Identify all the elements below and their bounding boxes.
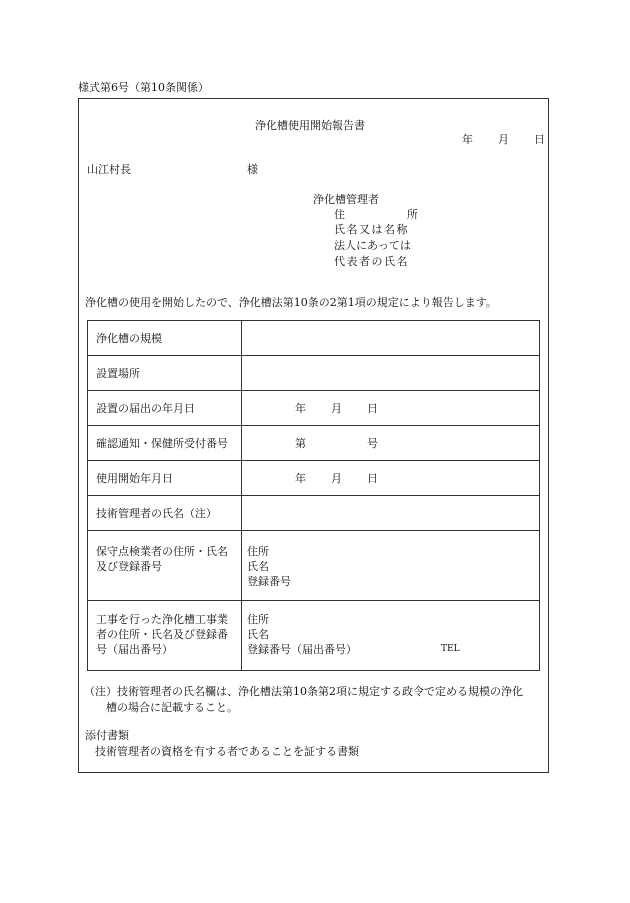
confirm-no-suffix: 号 [367,436,378,450]
start-date-day: 日 [367,471,378,485]
scale-label: 浄化槽の規模 [88,321,242,356]
contractor-name-label: 氏名 [247,628,269,641]
inspector-reg-label: 登録番号 [247,575,291,588]
contractor-tel-label: TEL [441,644,460,654]
start-date-label: 使用開始年月日 [88,461,242,496]
note-mark: （注） [84,685,117,698]
note-line-2: 槽の場合に記載すること。 [106,701,238,714]
report-table [87,320,540,671]
contractor-label: 工事を行った浄化槽工事業 者の住所・氏名及び登録番 号（届出番号） [88,601,242,671]
contractor-reg-label: 登録番号（届出番号） [247,643,357,656]
date-month: 月 [498,133,509,146]
inspector-address-label: 住所 [247,545,269,558]
start-date-month: 月 [331,471,342,485]
table-row [88,391,540,426]
notice-date-field[interactable] [242,391,540,426]
tech-manager-field[interactable] [242,496,540,531]
contractor-address-label: 住所 [247,613,269,626]
location-field[interactable] [242,356,540,391]
table-row [88,356,540,391]
form-number: 様式第6号（第10条関係） [78,81,209,94]
form-title: 浄化槽使用開始報告書 [255,119,365,132]
manager-address-label-1: 住 [334,208,345,221]
table-row [88,601,540,671]
attachments-heading: 添付書類 [85,729,129,742]
scale-field[interactable] [242,321,540,356]
manager-address-label-2: 所 [407,208,418,221]
confirm-no-label: 確認通知・保健所受付番号 [88,426,242,461]
notice-date-month: 月 [331,401,342,415]
note-line-1: 技術管理者の氏名欄は、浄化槽法第10条第2項に規定する政令で定める規模の浄化 [117,685,523,698]
manager-heading: 浄化槽管理者 [313,193,379,206]
date-day: 日 [534,133,545,146]
inspector-field[interactable] [242,531,540,601]
table-row [88,461,540,496]
table-row [88,321,540,356]
attachments-item: 技術管理者の資格を有する者であることを証する書類 [95,745,359,758]
date-year: 年 [462,133,473,146]
start-date-year: 年 [295,471,306,485]
honorific: 様 [247,163,258,176]
notice-date-day: 日 [367,401,378,415]
contractor-field[interactable] [242,601,540,671]
manager-corp-label: 法人にあっては [334,239,411,252]
location-label: 設置場所 [88,356,242,391]
table-row [88,426,540,461]
tech-manager-label: 技術管理者の氏名（注） [88,496,242,531]
manager-name-label: 氏名又は名称 [334,223,409,236]
statement: 浄化槽の使用を開始したので、浄化槽法第10条の2第1項の規定により報告します。 [85,296,497,309]
manager-rep-label: 代表者の氏名 [334,255,409,268]
inspector-label: 保守点検業者の住所・氏名 及び登録番号 [88,531,242,601]
notice-date-year: 年 [295,401,306,415]
inspector-name-label: 氏名 [247,560,269,573]
confirm-no-field[interactable] [242,426,540,461]
notice-date-label: 設置の届出の年月日 [88,391,242,426]
table-row [88,496,540,531]
confirm-no-prefix: 第 [295,436,306,450]
start-date-field[interactable] [242,461,540,496]
addressee: 山江村長 [87,163,131,176]
table-row [88,531,540,601]
